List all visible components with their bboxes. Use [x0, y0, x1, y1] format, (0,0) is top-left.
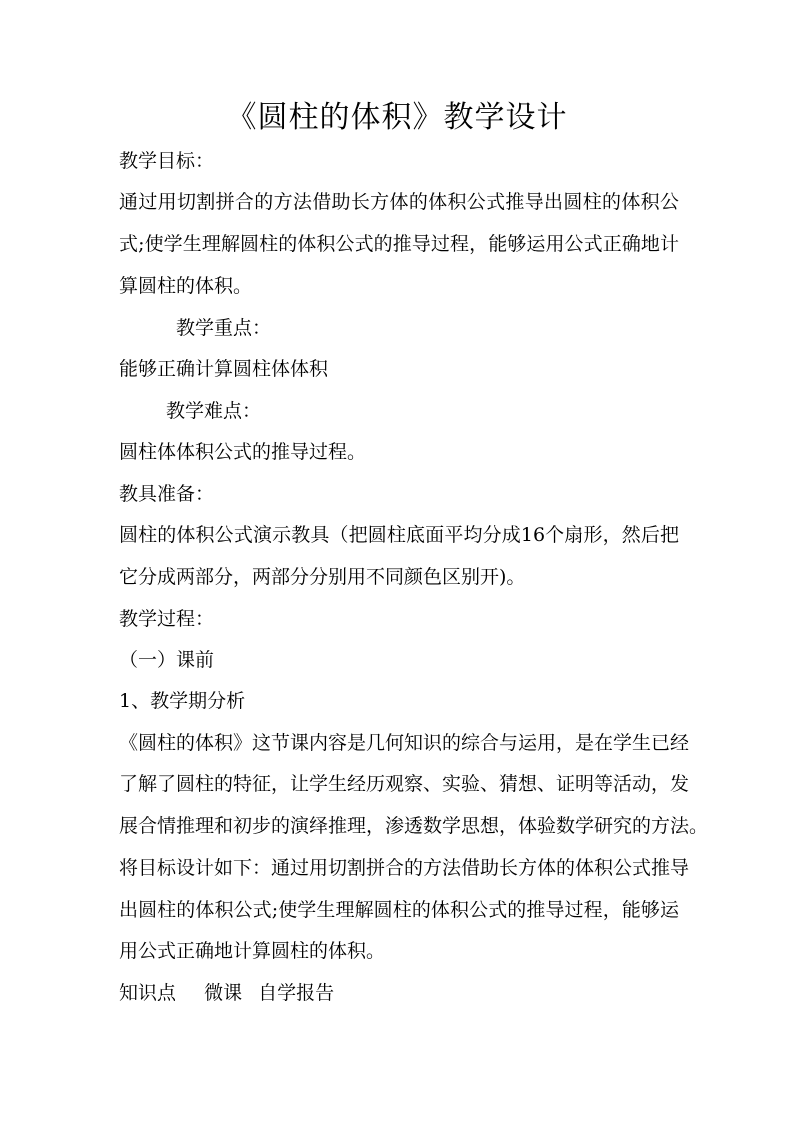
footer-item-knowledge-point: 知识点: [119, 982, 177, 1004]
tools-heading: 教具准备：: [119, 483, 215, 505]
teaching-goal-line-1: 通过用切割拼合的方法借助长方体的体积公式推导出圆柱的体积公: [119, 191, 679, 213]
document-title: 《圆柱的体积》教学设计: [226, 100, 568, 135]
analysis-line-6: 用公式正确地计算圆柱的体积。: [119, 940, 386, 962]
difficulty-heading: 教学难点：: [166, 400, 262, 422]
footer-item-micro-lesson: 微课: [204, 982, 243, 1004]
process-heading: 教学过程：: [119, 608, 215, 630]
teaching-goal-line-3: 算圆柱的体积。: [119, 275, 253, 297]
footer-item-self-study-report: 自学报告: [258, 982, 335, 1004]
item-one-heading: 1、教学期分析: [119, 690, 246, 712]
key-point-text: 能够正确计算圆柱体体积: [119, 358, 329, 380]
tools-line-1: 圆柱的体积公式演示教具（把圆柱底面平均分成16个扇形，然后把: [119, 524, 679, 546]
analysis-line-4: 将目标设计如下：通过用切割拼合的方法借助长方体的体积公式推导: [119, 857, 690, 879]
analysis-line-1: 《圆柱的体积》这节课内容是几何知识的综合与运用，是在学生已经: [119, 732, 690, 754]
difficulty-text: 圆柱体体积公式的推导过程。: [119, 441, 367, 463]
teaching-goal-line-2: 式;使学生理解圆柱的体积公式的推导过程，能够运用公式正确地计: [119, 233, 679, 255]
tools-line-2: 它分成两部分，两部分分别用不同颜色区别开)。: [119, 566, 526, 588]
analysis-line-2: 了解了圆柱的特征，让学生经历观察、实验、猜想、证明等活动，发: [119, 773, 690, 795]
footer-items-line: [119, 980, 679, 1006]
analysis-line-3: 展合情推理和初步的演绎推理，渗透数学思想，体验数学研究的方法。: [119, 815, 709, 837]
teaching-goal-heading: 教学目标：: [119, 150, 215, 172]
key-point-heading: 教学重点：: [176, 317, 272, 339]
section-one-heading: （一）课前: [119, 649, 215, 671]
analysis-line-5: 出圆柱的体积公式;使学生理解圆柱的体积公式的推导过程，能够运: [119, 899, 679, 921]
